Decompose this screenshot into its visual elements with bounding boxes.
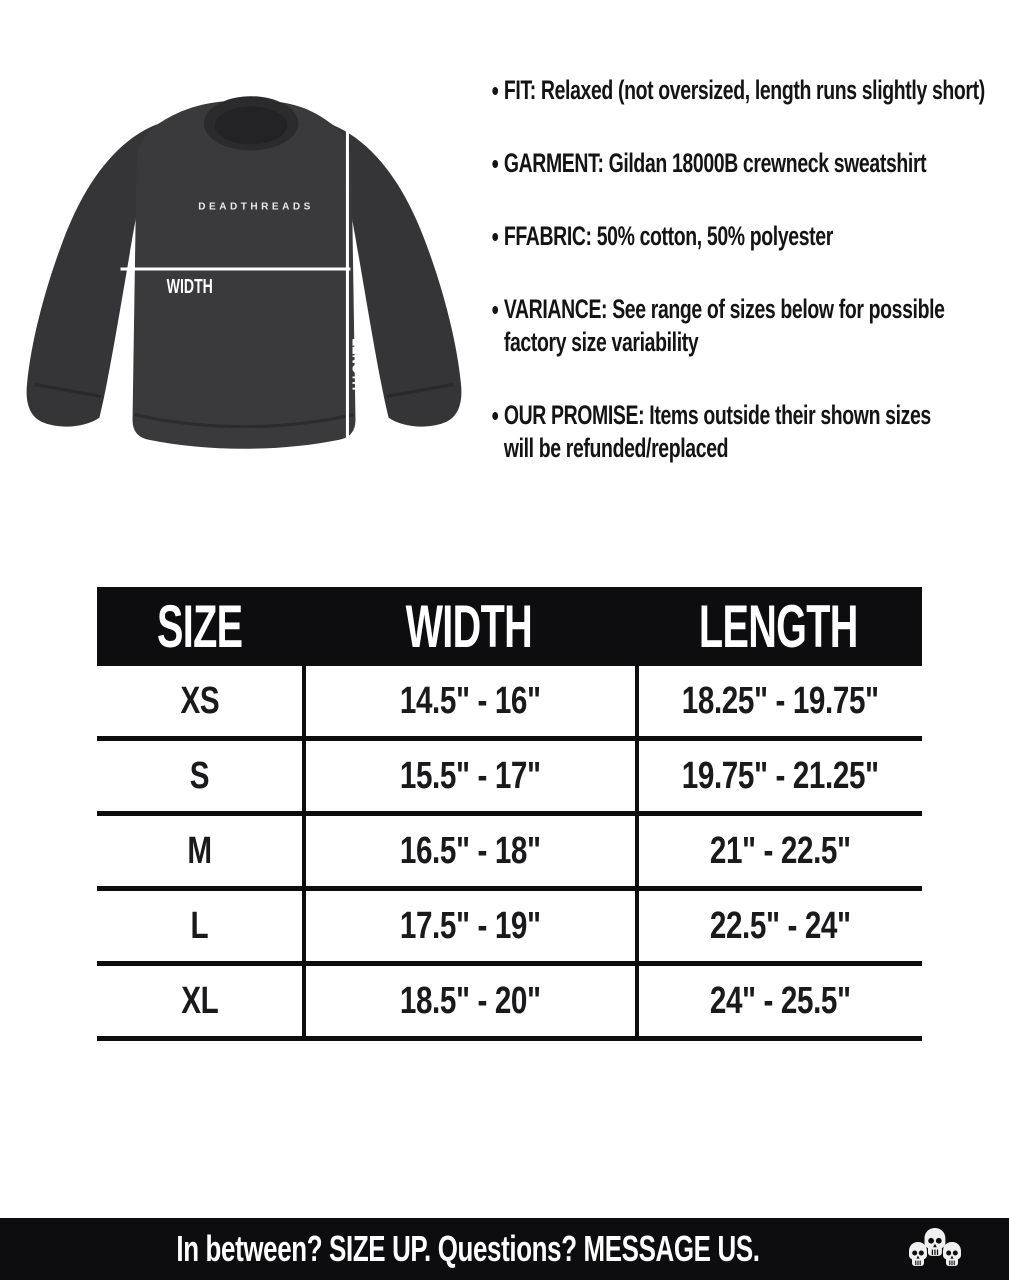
bullet-line: factory size variability (503, 327, 699, 357)
cell-width: 17.5" - 19" (302, 891, 635, 961)
collar-opening (215, 106, 287, 144)
bullet-item (488, 293, 992, 359)
header-label-length: LENGTH (699, 593, 858, 660)
bullet-line: VARIANCE: See range of sizes below for possible (503, 294, 945, 324)
header-cell-length (635, 587, 922, 666)
cell-size: XS (180, 679, 219, 722)
cell-width: 15.5" - 17" (302, 741, 635, 811)
bullet-item (488, 147, 992, 180)
chest-brand-text: DEADTHREADS (198, 201, 314, 213)
cell-length: 24" - 25.5" (635, 966, 922, 1036)
bullet-item (488, 399, 992, 465)
footer-message: In between? SIZE UP. Questions? MESSAGE US. (175, 1228, 760, 1269)
size-table-header (97, 587, 922, 666)
bullet-line: OUR PROMISE: Items outside their shown sizes (503, 400, 931, 430)
table-row (97, 816, 922, 891)
cell-width: 14.5" - 16" (302, 666, 635, 736)
cell-length: 19.75" - 21.25" (635, 741, 922, 811)
cell-width: 16.5" - 18" (302, 816, 635, 886)
header-label-width: WIDTH (405, 593, 532, 660)
footer-bar (0, 1218, 1009, 1280)
bullet-line: FIT: Relaxed (not oversized, length runs slightly short) (503, 75, 985, 105)
cell-size: L (190, 904, 209, 947)
bullet-line: GARMENT: Gildan 18000B crewneck sweatshirt (503, 148, 927, 178)
header-cell-width (302, 587, 635, 666)
cell-length: 18.25" - 19.75" (635, 666, 922, 736)
three-skulls-icon (907, 1225, 963, 1273)
bullet-item (488, 220, 992, 253)
table-row (97, 891, 922, 966)
cell-length: 22.5" - 24" (635, 891, 922, 961)
cell-width: 18.5" - 20" (302, 966, 635, 1036)
bullet-list (488, 74, 1009, 505)
table-row (97, 741, 922, 816)
size-table (97, 587, 922, 1041)
length-measure-label: LENGTH (347, 338, 369, 417)
table-row (97, 666, 922, 741)
body-panel (133, 100, 356, 448)
table-row (97, 966, 922, 1041)
width-measure-label: WIDTH (166, 276, 213, 299)
header-cell-size (97, 587, 302, 666)
cell-length: 21" - 22.5" (635, 816, 922, 886)
bullet-item (488, 74, 992, 107)
size-table-body (97, 666, 922, 1041)
bullet-line: FFABRIC: 50% cotton, 50% polyester (503, 221, 833, 251)
cell-size: S (189, 754, 210, 797)
header-label-size: SIZE (156, 593, 243, 660)
sweatshirt-figure (8, 78, 480, 470)
cell-size: M (187, 829, 212, 872)
cell-size: XL (180, 979, 219, 1022)
bullet-line: will be refunded/replaced (503, 433, 729, 463)
